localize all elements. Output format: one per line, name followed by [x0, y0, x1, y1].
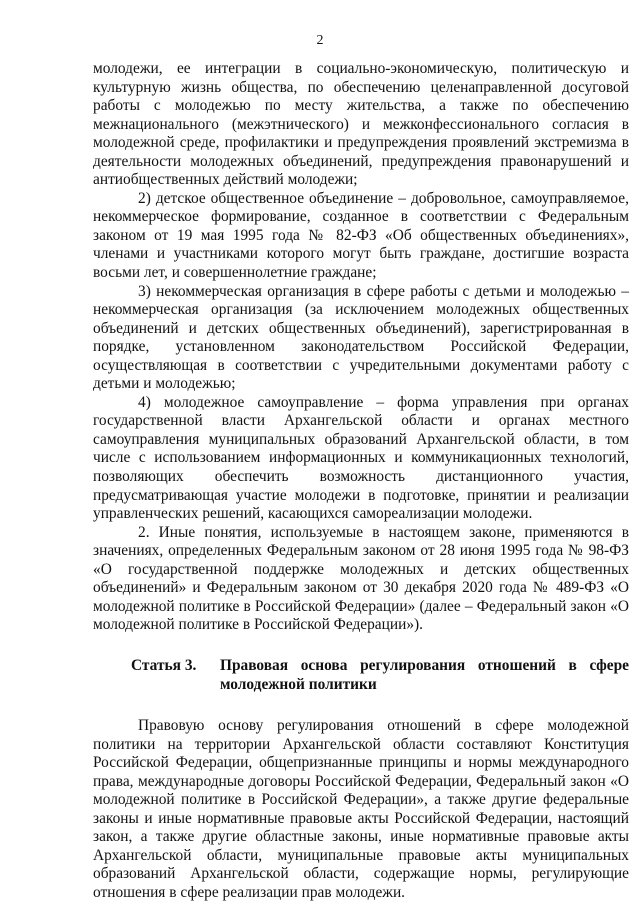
paragraph-item-4: 4) молодежное самоуправление – форма управления при органах государственной власти Архангельской области и органах местного самоуправления муниципальных образований Архангельской области, в том числе с использованием информационных и коммуникационных технологий, позволяющих обеспечить возможность дистанционного участия, предусматривающая участие молодежи в подготовке, принятии и реализации управленческих решений, касающихся самореализации молодежи. [93, 393, 629, 523]
paragraph-part-2: 2. Иные понятия, используемые в настоящем законе, применяются в значениях, определенных Федеральным законом от 28 июня 1995 года № 98-ФЗ «О государственной поддержке молодежных и детских общественных объединений» и Федеральным законом от 30 декабря 2020 года № 489-ФЗ «О молодежной политике в Российской Федерации» (далее – Федеральный закон «О молодежной политике в Российской Федерации»). [93, 523, 629, 634]
paragraph-continuation: молодежи, ее интеграции в социально-экономическую, политическую и культурную жизнь общества, по обеспечению целенаправленной досуговой работы с молодежью по месту жительства, а также по обеспечению межнационального (межэтнического) и межконфессионального согласия в молодежной среде, профилактики и предупреждения проявлений экстремизма в деятельности молодежных объединений, предупреждения правонарушений и антиобщественных действий молодежи; [93, 60, 629, 189]
article-heading [93, 657, 629, 694]
document-body [93, 60, 629, 903]
page-number: 2 [316, 33, 324, 48]
paragraph-article-3: Правовую основу регулирования отношений в сфере молодежной политики на территории Архангельской области составляют Конституция Российской Федерации, общепризнанные принципы и нормы международного права, международные договоры Российской Федерации, Федеральный закон «О молодежной политике в Российской Федерации», а также другие федеральные законы и иные нормативные правовые акты Российской Федерации, настоящий закон, а также другие областные законы, иные нормативные правовые акты Архангельской области, муниципальные правовые акты муниципальных образований Архангельской области, содержащие нормы, регулирующие отношения в сфере реализации прав молодежи. [93, 717, 629, 901]
article-number: Статья 3. [131, 656, 197, 674]
paragraph-item-2: 2) детское общественное объединение – добровольное, самоуправляемое, некоммерческое формирование, созданное в соответствии с Федеральным законом от 19 мая 1995 года № 82-ФЗ «Об общественных объединениях», членами и участниками которого могут быть граждане, достигшие возраста восьми лет, и совершеннолетние граждане; [93, 189, 629, 282]
paragraph-item-3: 3) некоммерческая организация в сфере работы с детьми и молодежью – некоммерческая организация (за исключением молодежных общественных объединений и детских общественных объединений), зарегистрированная в порядке, установленном законодательством Российской Федерации, осуществляющая в соответствии с учредительными документами работу с детьми и молодежью; [93, 282, 629, 393]
article-title: Правовая основа регулирования отношений в сфере молодежной политики [220, 656, 629, 693]
